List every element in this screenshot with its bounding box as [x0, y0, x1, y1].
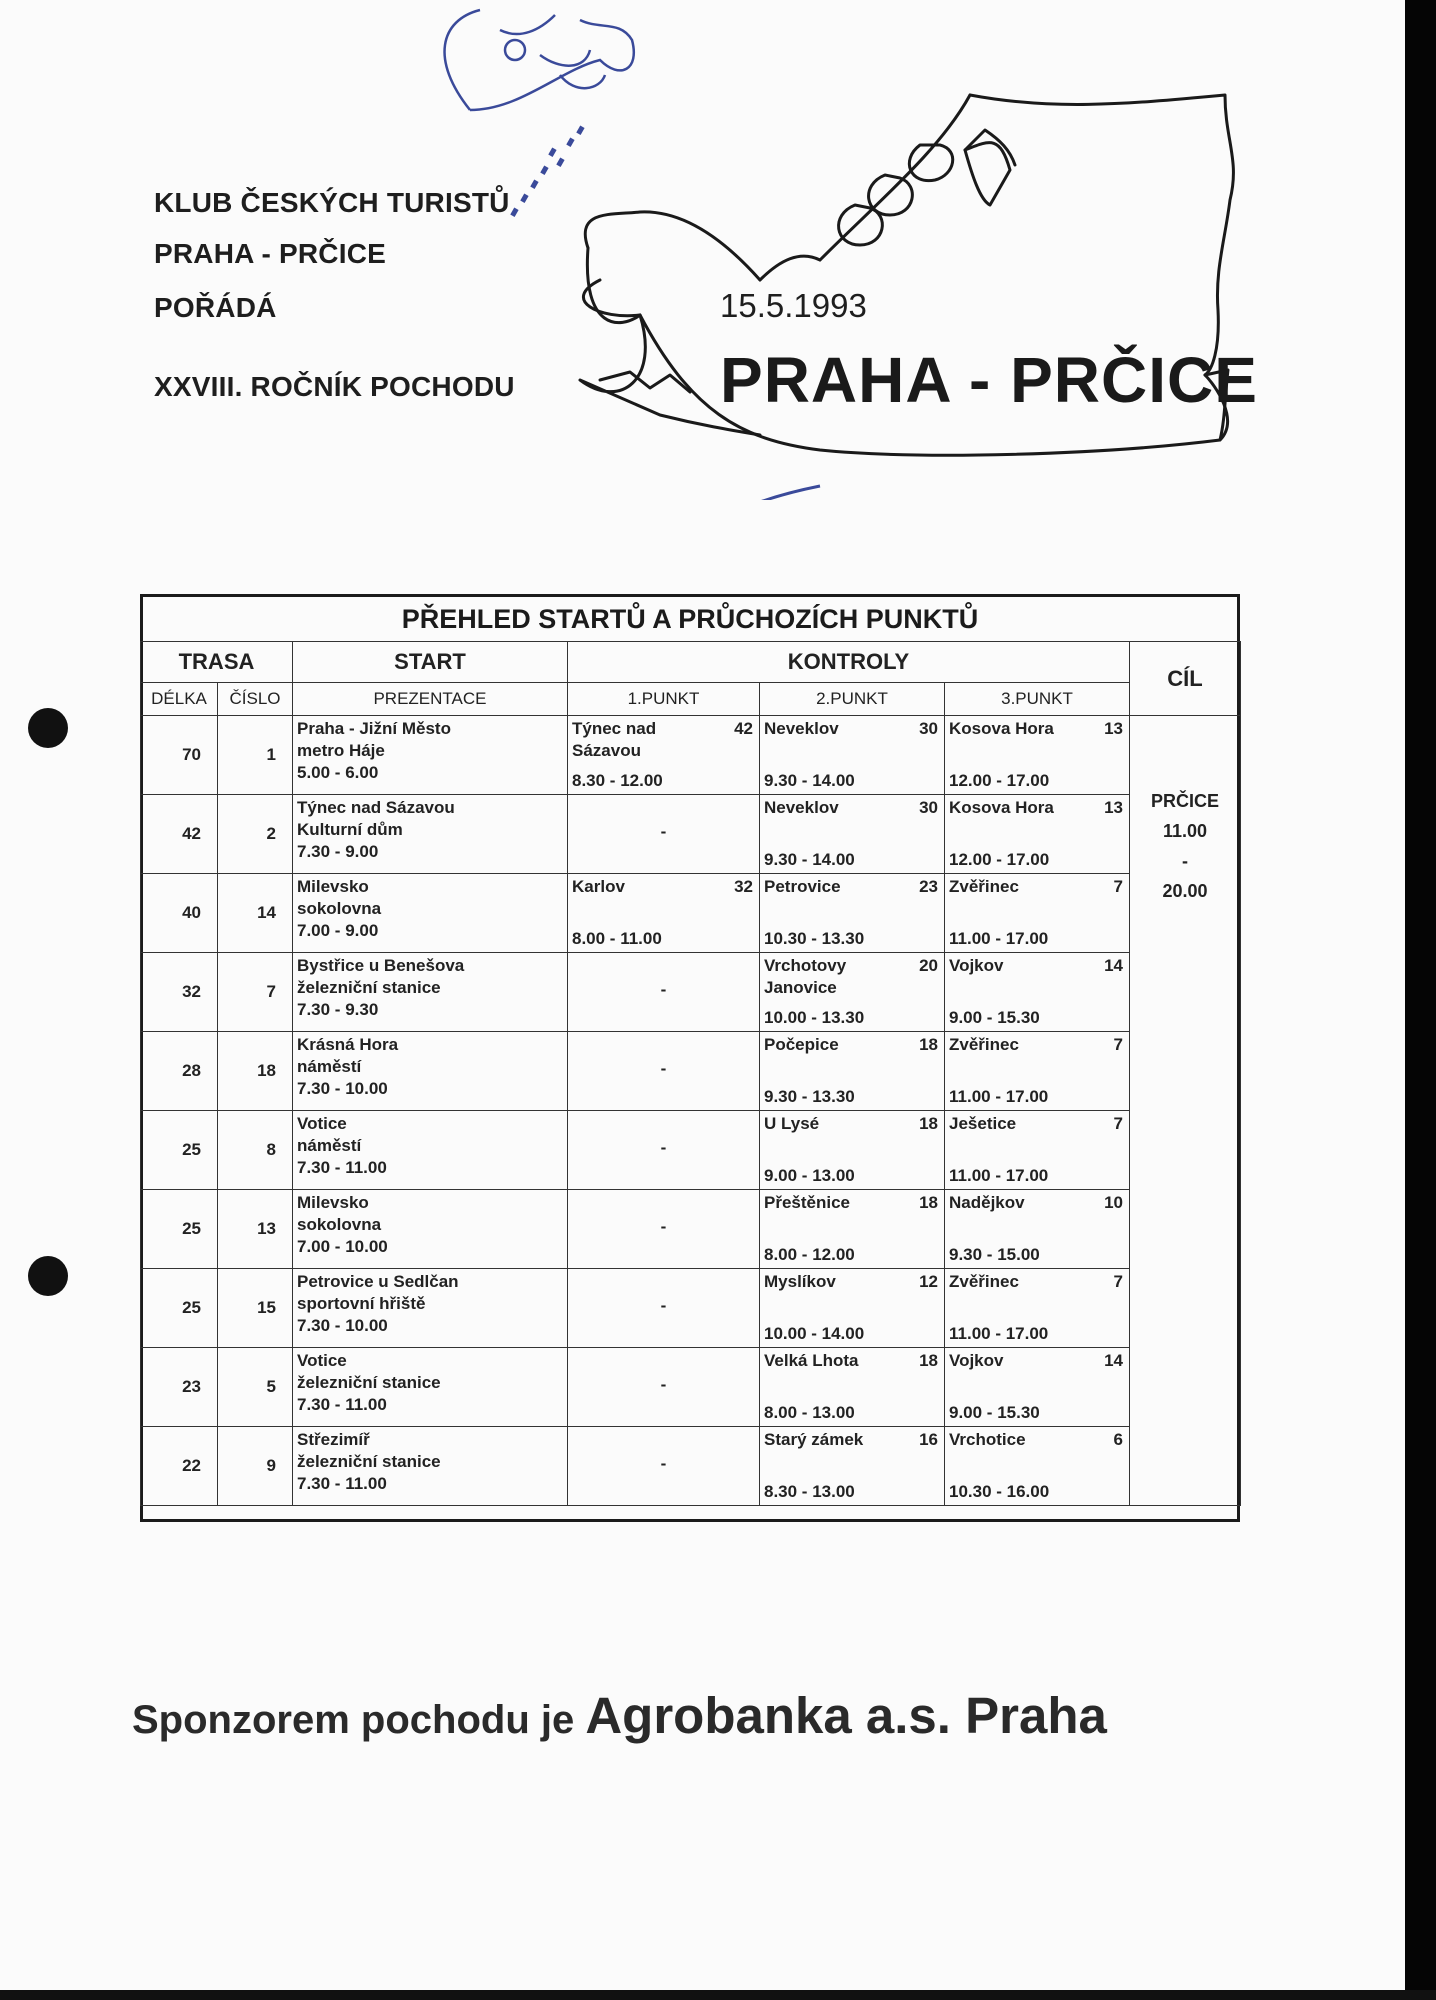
checkpoint-name: Vojkov [949, 1351, 1004, 1370]
cell-p1 [568, 1348, 760, 1427]
cell-p2 [760, 1111, 945, 1190]
start-venue: metro Háje [297, 741, 385, 760]
checkpoint-distance: 18 [919, 1114, 938, 1133]
checkpoint-distance: 6 [1113, 1430, 1124, 1449]
no-checkpoint: - [660, 822, 667, 841]
header-punkt-1: 1.PUNKT [568, 683, 760, 716]
cell-p2 [760, 1032, 945, 1111]
header-punkt-3: 3.PUNKT [945, 683, 1130, 716]
checkpoint-time: 11.00 - 17.00 [949, 1324, 1049, 1343]
checkpoint-distance: 18 [919, 1351, 938, 1370]
checkpoint-distance: 42 [734, 719, 753, 738]
checkpoint-time: 8.00 - 11.00 [572, 929, 662, 948]
cell-cislo: 14 [218, 874, 293, 953]
cell-start [293, 1190, 568, 1269]
cell-delka: 23 [141, 1348, 218, 1427]
start-venue: náměstí [297, 1136, 362, 1155]
start-time: 7.30 - 11.00 [297, 1395, 387, 1414]
header-delka: DÉLKA [141, 683, 218, 716]
start-venue: železniční stanice [297, 1452, 441, 1471]
cell-cislo: 18 [218, 1032, 293, 1111]
checkpoint-distance: 16 [919, 1430, 938, 1449]
checkpoint-distance: 12 [919, 1272, 938, 1291]
start-place: Krásná Hora [297, 1035, 399, 1054]
organizer-presents: POŘÁDÁ [154, 292, 277, 323]
start-venue: sportovní hřiště [297, 1294, 426, 1313]
cell-start [293, 1032, 568, 1111]
header-cil: CÍL [1130, 642, 1241, 716]
cell-p1 [568, 795, 760, 874]
pen-stroke [760, 486, 820, 500]
checkpoint-name: Počepice [764, 1035, 839, 1054]
checkpoint-distance: 7 [1113, 1114, 1124, 1133]
organizer-location: PRAHA - PRČICE [154, 238, 386, 269]
checkpoint-distance: 7 [1113, 1272, 1124, 1291]
start-time: 5.00 - 6.00 [297, 763, 379, 782]
cell-p1 [568, 1032, 760, 1111]
checkpoint-name: Vrchotovy Janovice [764, 956, 847, 997]
checkpoint-name: Karlov [572, 877, 625, 896]
checkpoint-name: Zvěřinec [949, 1035, 1019, 1054]
cell-p3 [945, 716, 1130, 795]
cell-p2 [760, 1269, 945, 1348]
cell-start [293, 1348, 568, 1427]
cell-p2 [760, 874, 945, 953]
no-checkpoint: - [660, 1296, 667, 1315]
start-time: 7.00 - 10.00 [297, 1237, 388, 1256]
checkpoint-time: 10.00 - 14.00 [764, 1324, 865, 1343]
cell-cislo: 1 [218, 716, 293, 795]
checkpoint-name: Ješetice [949, 1114, 1017, 1133]
checkpoint-name: Vrchotice [949, 1430, 1026, 1449]
cell-start [293, 795, 568, 874]
scan-page-bottom-edge [0, 1990, 1436, 2000]
checkpoint-name: Neveklov [764, 719, 839, 738]
checkpoint-time: 12.00 - 17.00 [949, 771, 1050, 790]
start-venue: náměstí [297, 1057, 362, 1076]
checkpoint-distance: 7 [1113, 1035, 1124, 1054]
checkpoint-name: U Lysé [764, 1114, 820, 1133]
checkpoint-time: 10.30 - 13.30 [764, 929, 865, 948]
cell-p3 [945, 953, 1130, 1032]
no-checkpoint: - [660, 1138, 667, 1157]
header-trasa: TRASA [141, 642, 293, 683]
cell-p1 [568, 874, 760, 953]
cell-delka: 25 [141, 1269, 218, 1348]
start-place: Votice [297, 1351, 347, 1370]
cell-delka: 40 [141, 874, 218, 953]
checkpoint-distance: 30 [919, 798, 938, 817]
cell-cislo: 5 [218, 1348, 293, 1427]
checkpoint-time: 11.00 - 17.00 [949, 929, 1049, 948]
cell-p1 [568, 716, 760, 795]
checkpoint-name: Zvěřinec [949, 1272, 1019, 1291]
start-time: 7.30 - 10.00 [297, 1079, 388, 1098]
start-venue: sokolovna [297, 1215, 382, 1234]
start-place: Bystřice u Benešova [297, 956, 465, 975]
start-time: 7.30 - 9.30 [297, 1000, 379, 1019]
blue-ink-stamp [445, 10, 634, 110]
checkpoint-distance: 13 [1104, 798, 1124, 817]
cell-delka: 28 [141, 1032, 218, 1111]
header-cislo: ČÍSLO [218, 683, 293, 716]
header-punkt-2: 2.PUNKT [760, 683, 945, 716]
cell-p2 [760, 953, 945, 1032]
cell-p2 [760, 795, 945, 874]
start-venue: sokolovna [297, 899, 382, 918]
cell-start [293, 953, 568, 1032]
checkpoint-time: 8.00 - 12.00 [764, 1245, 855, 1264]
checkpoint-distance: 10 [1104, 1193, 1124, 1212]
checkpoint-time: 9.30 - 14.00 [764, 850, 855, 869]
start-time: 7.00 - 9.00 [297, 921, 379, 940]
no-checkpoint: - [660, 980, 667, 999]
start-time: 7.30 - 11.00 [297, 1158, 387, 1177]
checkpoint-name: Týnec nad Sázavou [572, 719, 657, 760]
cell-start [293, 716, 568, 795]
checkpoint-time: 10.00 - 13.30 [764, 1008, 865, 1027]
cell-p1 [568, 953, 760, 1032]
start-place: Milevsko [297, 877, 369, 896]
organizer-name: KLUB ČESKÝCH TURISTŮ [154, 187, 510, 218]
cell-cislo: 15 [218, 1269, 293, 1348]
start-place: Praha - Jižní Město [297, 719, 451, 738]
cell-delka: 32 [141, 953, 218, 1032]
cell-cislo: 9 [218, 1427, 293, 1506]
checkpoint-distance: 7 [1113, 877, 1124, 896]
checkpoint-name: Kosova Hora [949, 719, 1054, 738]
start-place: Milevsko [297, 1193, 369, 1212]
checkpoint-distance: 18 [919, 1193, 938, 1212]
cell-p3 [945, 795, 1130, 874]
table-row [141, 1269, 1241, 1348]
finish-sep: - [1182, 851, 1189, 871]
header-start: START [293, 642, 568, 683]
start-place: Petrovice u Sedlčan [297, 1272, 459, 1291]
table-row [141, 874, 1241, 953]
checkpoint-name: Starý zámek [764, 1430, 864, 1449]
start-time: 7.30 - 11.00 [297, 1474, 387, 1493]
checkpoint-distance: 20 [919, 956, 938, 975]
cell-p3 [945, 1269, 1130, 1348]
cell-delka: 25 [141, 1190, 218, 1269]
checkpoint-distance: 23 [919, 877, 938, 896]
cell-delka: 42 [141, 795, 218, 874]
checkpoint-time: 8.30 - 12.00 [572, 771, 663, 790]
table-row [141, 795, 1241, 874]
cell-cislo: 8 [218, 1111, 293, 1190]
checkpoint-name: Velká Lhota [764, 1351, 859, 1370]
checkpoint-time: 9.00 - 15.30 [949, 1008, 1040, 1027]
table-row [141, 1427, 1241, 1506]
cell-p3 [945, 1111, 1130, 1190]
checkpoint-name: Neveklov [764, 798, 839, 817]
table-row [141, 1348, 1241, 1427]
footprint-stamp [510, 126, 584, 217]
table-row [141, 1032, 1241, 1111]
finish-place: PRČICE [1151, 791, 1220, 811]
start-place: Votice [297, 1114, 347, 1133]
start-place: Střezimíř [297, 1430, 370, 1449]
sponsor-line [132, 1686, 1107, 1745]
cell-p2 [760, 1190, 945, 1269]
checkpoint-time: 9.00 - 13.00 [764, 1166, 855, 1185]
table-row [141, 1111, 1241, 1190]
cell-p2 [760, 1427, 945, 1506]
checkpoint-distance: 14 [1104, 956, 1124, 975]
checkpoint-name: Nadějkov [949, 1193, 1025, 1212]
finish-open: 11.00 [1162, 821, 1208, 841]
cell-p3 [945, 1032, 1130, 1111]
event-date: 15.5.1993 [720, 287, 867, 324]
checkpoint-time: 12.00 - 17.00 [949, 850, 1050, 869]
cell-p3 [945, 1348, 1130, 1427]
no-checkpoint: - [660, 1454, 667, 1473]
cell-start [293, 1427, 568, 1506]
checkpoint-time: 9.00 - 15.30 [949, 1403, 1040, 1422]
cell-p3 [945, 1427, 1130, 1506]
checkpoint-name: Přeštěnice [764, 1193, 850, 1212]
table-row [141, 1190, 1241, 1269]
route-table [140, 641, 1241, 1506]
punch-hole-top [28, 708, 68, 748]
cell-delka: 22 [141, 1427, 218, 1506]
start-venue: Kulturní dům [297, 820, 403, 839]
cell-start [293, 1111, 568, 1190]
cell-p2 [760, 1348, 945, 1427]
no-checkpoint: - [660, 1217, 667, 1236]
no-checkpoint: - [660, 1375, 667, 1394]
cell-p3 [945, 1190, 1130, 1269]
table-row [141, 953, 1241, 1032]
punch-hole-bottom [28, 1256, 68, 1296]
sponsor-prefix: Sponzorem pochodu je [132, 1698, 586, 1742]
checkpoint-time: 9.30 - 13.30 [764, 1087, 855, 1106]
cell-p2 [760, 716, 945, 795]
cell-finish [1130, 716, 1241, 1506]
checkpoint-time: 11.00 - 17.00 [949, 1166, 1049, 1185]
checkpoint-name: Zvěřinec [949, 877, 1019, 896]
start-time: 7.30 - 10.00 [297, 1316, 388, 1335]
start-time: 7.30 - 9.00 [297, 842, 379, 861]
checkpoint-name: Petrovice [764, 877, 841, 896]
checkpoint-name: Myslíkov [764, 1272, 836, 1291]
cell-p3 [945, 874, 1130, 953]
checkpoint-time: 10.30 - 16.00 [949, 1482, 1050, 1501]
checkpoint-distance: 30 [919, 719, 938, 738]
header-kontroly: KONTROLY [568, 642, 1130, 683]
start-place: Týnec nad Sázavou [297, 798, 455, 817]
route-title: PRAHA - PRČICE [720, 344, 1258, 416]
cell-cislo: 13 [218, 1190, 293, 1269]
checkpoint-name: Kosova Hora [949, 798, 1054, 817]
cell-p1 [568, 1111, 760, 1190]
sponsor-name: Agrobanka a.s. Praha [585, 1687, 1107, 1744]
edition-label: XXVIII. ROČNÍK POCHODU [154, 371, 515, 402]
checkpoint-distance: 18 [919, 1035, 938, 1054]
cell-delka: 25 [141, 1111, 218, 1190]
checkpoint-time: 9.30 - 14.00 [764, 771, 855, 790]
cell-cislo: 7 [218, 953, 293, 1032]
table-row [141, 716, 1241, 795]
no-checkpoint: - [660, 1059, 667, 1078]
cell-delka: 70 [141, 716, 218, 795]
finish-close: 20.00 [1162, 881, 1208, 901]
checkpoint-time: 8.30 - 13.00 [764, 1482, 855, 1501]
checkpoint-distance: 14 [1104, 1351, 1124, 1370]
cell-start [293, 1269, 568, 1348]
cell-p1 [568, 1427, 760, 1506]
start-venue: železniční stanice [297, 978, 441, 997]
cell-start [293, 874, 568, 953]
start-venue: železniční stanice [297, 1373, 441, 1392]
checkpoint-distance: 32 [734, 877, 753, 896]
cell-p1 [568, 1190, 760, 1269]
checkpoint-time: 8.00 - 13.00 [764, 1403, 855, 1422]
header-prezentace: PREZENTACE [293, 683, 568, 716]
cell-cislo: 2 [218, 795, 293, 874]
table-title: PŘEHLED STARTŮ A PRŮCHOZÍCH PUNKTŮ [401, 604, 979, 634]
checkpoint-distance: 13 [1104, 719, 1124, 738]
checkpoint-time: 9.30 - 15.00 [949, 1245, 1040, 1264]
cell-p1 [568, 1269, 760, 1348]
checkpoint-name: Vojkov [949, 956, 1004, 975]
checkpoint-time: 11.00 - 17.00 [949, 1087, 1049, 1106]
